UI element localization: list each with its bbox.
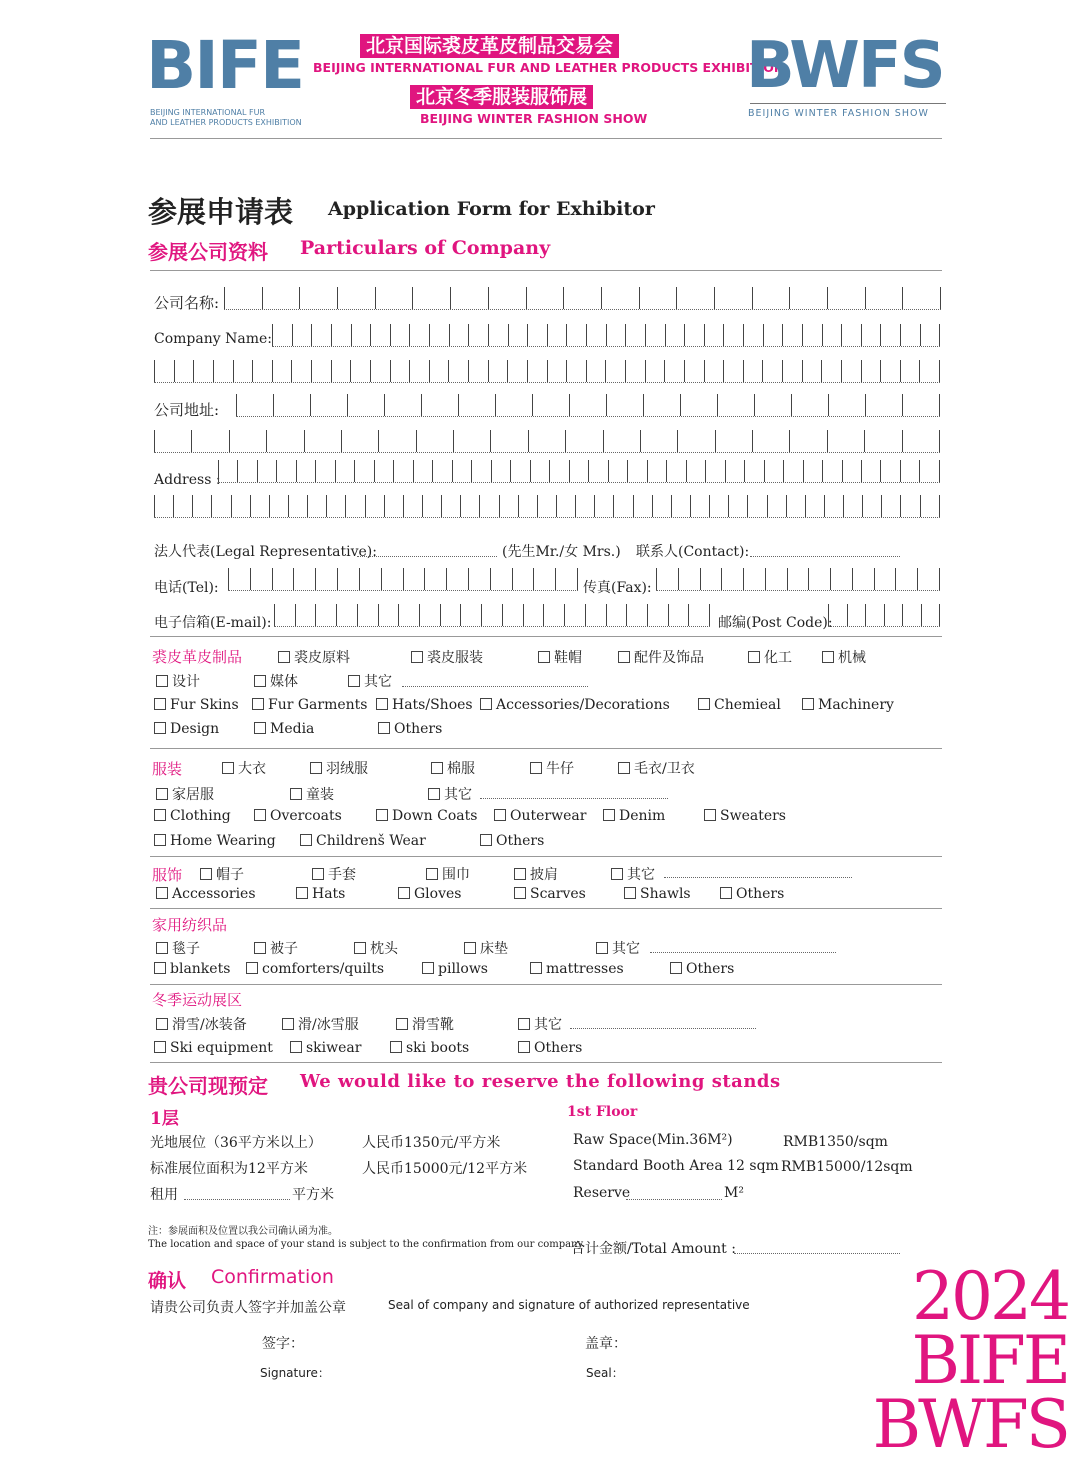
signature-cn: 签字： [262, 1336, 304, 1352]
fields-divider [150, 636, 942, 637]
ac-opt-accessories[interactable]: Accessories [156, 886, 256, 902]
bife-subtitle: BEIJING INTERNATIONAL FUR AND LEATHER PRODUCTS EXHIBITION [150, 108, 302, 127]
rent-cn-label: 租用 [150, 1187, 178, 1203]
cl-opt-overcoat-cn[interactable]: 大衣 [222, 758, 266, 778]
tx-opt-comforters[interactable]: comforters/quilts [246, 961, 384, 977]
checkbox[interactable] [530, 762, 542, 774]
clothing-category-title: 服装 [152, 760, 183, 778]
std-booth-en: Standard Booth Area 12 sqm [573, 1158, 779, 1174]
checkbox[interactable] [398, 887, 410, 899]
bwfs-logo: BWFS [746, 29, 944, 103]
cl-opt-home-cn[interactable]: 家居服 [156, 784, 214, 804]
note-cn: 注：参展面积及位置以我公司确认函为准。 [148, 1226, 338, 1237]
section-title-en: Particulars of Company [300, 237, 551, 259]
cl-opt-others[interactable]: Others [480, 833, 544, 849]
cl-opt-down-cn[interactable]: 羽绒服 [310, 758, 368, 778]
tx-opt-pillow-cn[interactable]: 枕头 [354, 938, 398, 958]
company-name-en-cells-2[interactable] [154, 360, 940, 383]
textiles-divider [150, 984, 942, 985]
sp-other-cn-field[interactable] [570, 1028, 756, 1029]
checkbox[interactable] [431, 762, 443, 774]
checkbox[interactable] [154, 962, 166, 974]
checkbox[interactable] [411, 651, 423, 663]
checkbox[interactable] [670, 962, 682, 974]
fur-opt-raw[interactable]: 裘皮原料 [278, 647, 350, 667]
tx-other-cn-field[interactable] [650, 952, 836, 953]
confirmation-desc-cn: 请贵公司负责人签字并加盖公章 [150, 1300, 346, 1316]
fur-opt-acc-cn[interactable]: 配件及饰品 [618, 647, 704, 667]
checkbox[interactable] [254, 942, 266, 954]
checkbox[interactable] [822, 651, 834, 663]
sp-opt-other-cn[interactable]: 其它 [518, 1014, 562, 1034]
std-price-cn: 人民币15000元/12平方米 [362, 1161, 528, 1177]
tx-opt-mattresses[interactable]: mattresses [530, 961, 624, 977]
company-name-en-label: Company Name: [154, 331, 272, 347]
floor-cn: 1层 [150, 1109, 179, 1129]
cl-other-cn-field[interactable] [480, 798, 668, 799]
rent-unit-cn: 平方米 [292, 1187, 334, 1203]
checkbox[interactable] [154, 1041, 166, 1053]
checkbox[interactable] [296, 887, 308, 899]
checkbox[interactable] [154, 834, 166, 846]
checkbox[interactable] [518, 1041, 530, 1053]
sports-category-title: 冬季运动展区 [152, 991, 243, 1009]
section-divider [150, 270, 942, 271]
seal-cn: 盖章： [585, 1336, 627, 1352]
bwfs-subtitle: BEIJING WINTER FASHION SHOW [748, 108, 929, 119]
sp-opt-skiboots[interactable]: ski boots [390, 1040, 469, 1056]
contact-field[interactable] [750, 556, 900, 557]
fur-opt-chemical[interactable]: Chemieal [698, 697, 781, 713]
signature-en[interactable]: Signature： [260, 1366, 330, 1380]
cl-opt-denim[interactable]: Denim [603, 808, 665, 824]
checkbox[interactable] [518, 1018, 530, 1030]
cl-opt-kids-cn[interactable]: 童装 [290, 784, 334, 804]
fur-opt-others[interactable]: Others [378, 721, 442, 737]
tel-cells[interactable] [228, 568, 578, 591]
checkbox[interactable] [802, 698, 814, 710]
textiles-category-title: 家用纺织品 [152, 916, 228, 934]
raw-price-cn: 人民币1350元/平方米 [362, 1135, 501, 1151]
note-en: The location and space of your stand is subject to the confirmation from our company. [148, 1239, 585, 1250]
ac-opt-hat-cn[interactable]: 帽子 [200, 864, 244, 884]
checkbox[interactable] [378, 722, 390, 734]
checkbox[interactable] [156, 788, 168, 800]
ac-other-cn-field[interactable] [664, 877, 852, 878]
raw-price-en: RMB1350/sqm [783, 1134, 888, 1150]
legal-rep-field[interactable] [357, 556, 497, 557]
cl-opt-outerwear[interactable]: Outerwear [494, 808, 586, 824]
reserve-unit-en: M² [724, 1185, 744, 1201]
checkbox[interactable] [464, 942, 476, 954]
checkbox[interactable] [480, 698, 492, 710]
tx-opt-blanket-cn[interactable]: 毯子 [156, 938, 200, 958]
checkbox[interactable] [282, 1018, 294, 1030]
sp-opt-skiwear[interactable]: skiwear [290, 1040, 361, 1056]
fur-opt-shoes-cn[interactable]: 鞋帽 [538, 647, 582, 667]
address-cn-cells[interactable] [236, 394, 940, 417]
cl-opt-denim-cn[interactable]: 牛仔 [530, 758, 574, 778]
fur-opt-media-cn[interactable]: 媒体 [254, 671, 298, 691]
address-en-cells[interactable] [218, 460, 940, 483]
checkbox[interactable] [514, 887, 526, 899]
fur-opt-garments[interactable]: Fur Garments [252, 697, 367, 713]
fur-opt-chem-cn[interactable]: 化工 [748, 647, 792, 667]
std-booth-cn: 标准展位面积为12平方米 [150, 1161, 308, 1177]
corner-bwfs: BWFS [872, 1386, 1068, 1463]
confirmation-title-en: Confirmation [211, 1266, 334, 1288]
floor-en: 1st Floor [567, 1104, 638, 1120]
tx-opt-others[interactable]: Others [670, 961, 734, 977]
corner-year: 2024 [912, 1258, 1068, 1335]
std-price-en: RMB15000/12sqm [781, 1159, 913, 1175]
ac-opt-scarves[interactable]: Scarves [514, 886, 586, 902]
corner-bife: BIFE [911, 1322, 1068, 1399]
tx-opt-pillows[interactable]: pillows [422, 961, 488, 977]
tx-opt-quilt-cn[interactable]: 被子 [254, 938, 298, 958]
cl-opt-downcoats[interactable]: Down Coats [376, 808, 477, 824]
raw-space-en: Raw Space(Min.36M²) [573, 1132, 733, 1148]
sp-opt-equipment[interactable]: Ski equipment [154, 1040, 273, 1056]
legal-rep-label: 法人代表(Legal Representative): [154, 544, 377, 560]
sports-divider [150, 1062, 942, 1063]
fax-label: 传真(Fax): [583, 580, 652, 596]
checkbox[interactable] [603, 809, 615, 821]
checkbox[interactable] [422, 962, 434, 974]
checkbox[interactable] [396, 1018, 408, 1030]
checkbox[interactable] [480, 834, 492, 846]
checkbox[interactable] [290, 788, 302, 800]
checkbox[interactable] [156, 1018, 168, 1030]
fur-opt-design[interactable]: Design [154, 721, 219, 737]
ac-opt-other-cn[interactable]: 其它 [611, 864, 655, 884]
email-cells[interactable] [274, 604, 710, 627]
checkbox[interactable] [156, 675, 168, 687]
checkbox[interactable] [494, 809, 506, 821]
address-cn-cells-2[interactable] [154, 430, 940, 453]
checkbox[interactable] [390, 1041, 402, 1053]
fur-opt-machinery[interactable]: Machinery [802, 697, 894, 713]
header-cn-title-2: 北京冬季服装服饰展 [410, 85, 593, 109]
fur-opt-hats-shoes[interactable]: Hats/Shoes [376, 697, 473, 713]
header-cn-title-1: 北京国际裘皮革皮制品交易会 [360, 34, 619, 58]
checkbox[interactable] [278, 651, 290, 663]
mr-mrs-label: (先生Mr./女 Mrs.) [502, 544, 621, 560]
cl-opt-childrens[interactable]: Childrenš Wear [300, 833, 426, 849]
ac-opt-glove-cn[interactable]: 手套 [312, 864, 356, 884]
total-amount-label: 合计金额/Total Amount : [571, 1241, 736, 1257]
checkbox[interactable] [300, 834, 312, 846]
reserve-en-field[interactable] [626, 1199, 722, 1200]
checkbox[interactable] [514, 868, 526, 880]
sp-opt-boots-cn[interactable]: 滑雪靴 [396, 1014, 454, 1034]
header-en-title-2: BEIJING WINTER FASHION SHOW [420, 111, 648, 126]
checkbox[interactable] [254, 809, 266, 821]
checkbox[interactable] [246, 962, 258, 974]
ac-opt-hats[interactable]: Hats [296, 886, 345, 902]
checkbox[interactable] [618, 762, 630, 774]
checkbox[interactable] [354, 942, 366, 954]
seal-en[interactable]: Seal： [586, 1366, 624, 1380]
checkbox[interactable] [611, 868, 623, 880]
checkbox[interactable] [426, 868, 438, 880]
total-amount-field[interactable] [734, 1253, 900, 1254]
bife-logo: BIFE [146, 27, 304, 104]
cl-opt-home[interactable]: Home Wearing [154, 833, 276, 849]
reserve-title-en: We would like to reserve the following stands [300, 1071, 781, 1092]
cl-opt-sweaters[interactable]: Sweaters [704, 808, 786, 824]
cl-opt-overcoats[interactable]: Overcoats [254, 808, 342, 824]
sp-opt-wear-cn[interactable]: 滑/冰雪服 [282, 1014, 359, 1034]
ac-opt-shawl-cn[interactable]: 披肩 [514, 864, 558, 884]
fur-opt-design-cn[interactable]: 设计 [156, 671, 200, 691]
fur-divider [150, 748, 942, 749]
post-cells[interactable] [828, 604, 940, 627]
accessories-category-title: 服饰 [152, 866, 183, 884]
section-title-cn: 参展公司资料 [148, 240, 268, 264]
header-divider [150, 138, 942, 139]
checkbox[interactable] [222, 762, 234, 774]
checkbox[interactable] [200, 868, 212, 880]
checkbox[interactable] [290, 1041, 302, 1053]
cl-opt-sweater-cn[interactable]: 毛衣/卫衣 [618, 758, 695, 778]
checkbox[interactable] [154, 809, 166, 821]
contact-label: 联系人(Contact): [636, 544, 750, 560]
checkbox[interactable] [698, 698, 710, 710]
cl-opt-clothing[interactable]: Clothing [154, 808, 231, 824]
address-en-label: Address : [154, 472, 221, 488]
checkbox[interactable] [704, 809, 716, 821]
tel-label: 电话(Tel): [154, 580, 219, 596]
ac-opt-scarf-cn[interactable]: 围巾 [426, 864, 470, 884]
header-en-title-1: BEIJING INTERNATIONAL FUR AND LEATHER PRODUCTS EXHIBITION [313, 60, 785, 75]
sp-opt-equip-cn[interactable]: 滑雪/冰装备 [156, 1014, 247, 1034]
checkbox[interactable] [312, 868, 324, 880]
checkbox[interactable] [720, 887, 732, 899]
checkbox[interactable] [156, 887, 168, 899]
fur-opt-media[interactable]: Media [254, 721, 314, 737]
fur-other-cn-field[interactable] [402, 686, 588, 687]
confirmation-title-cn: 确认 [148, 1270, 187, 1292]
checkbox[interactable] [618, 651, 630, 663]
rent-cn-field[interactable] [184, 1199, 290, 1200]
tx-opt-other-cn[interactable]: 其它 [596, 938, 640, 958]
fax-cells[interactable] [656, 568, 940, 591]
checkbox[interactable] [254, 722, 266, 734]
sp-opt-others[interactable]: Others [518, 1040, 582, 1056]
checkbox[interactable] [596, 942, 608, 954]
reserve-title-cn: 贵公司现预定 [148, 1074, 268, 1098]
fur-category-title: 裘皮革皮制品 [152, 648, 243, 666]
email-label: 电子信箱(E-mail): [154, 615, 272, 631]
fur-opt-mach-cn[interactable]: 机械 [822, 647, 866, 667]
address-cn-label: 公司地址: [154, 401, 220, 419]
address-en-cells-2[interactable] [154, 495, 940, 518]
checkbox[interactable] [252, 698, 264, 710]
checkbox[interactable] [156, 942, 168, 954]
checkbox[interactable] [376, 698, 388, 710]
checkbox[interactable] [154, 722, 166, 734]
company-name-en-cells[interactable] [272, 324, 940, 347]
checkbox[interactable] [154, 698, 166, 710]
tx-opt-blankets[interactable]: blankets [154, 961, 230, 977]
checkbox[interactable] [624, 887, 636, 899]
reserve-en-label: Reserve [573, 1185, 631, 1201]
company-name-cn-cells[interactable] [224, 287, 941, 310]
checkbox[interactable] [748, 651, 760, 663]
fur-opt-garments-cn[interactable]: 裘皮服装 [411, 647, 483, 667]
fur-opt-accessories[interactable]: Accessories/Decorations [480, 697, 670, 713]
checkbox[interactable] [254, 675, 266, 687]
checkbox[interactable] [376, 809, 388, 821]
checkbox[interactable] [348, 675, 360, 687]
ac-opt-shawls[interactable]: Shawls [624, 886, 691, 902]
accessories-divider [150, 908, 942, 909]
raw-space-cn: 光地展位（36平方米以上） [150, 1135, 322, 1151]
ac-opt-others[interactable]: Others [720, 886, 784, 902]
bwfs-divider [750, 103, 946, 104]
checkbox[interactable] [530, 962, 542, 974]
checkbox[interactable] [428, 788, 440, 800]
fur-opt-other-cn[interactable]: 其它 [348, 671, 392, 691]
ac-opt-gloves[interactable]: Gloves [398, 886, 461, 902]
tx-opt-mattress-cn[interactable]: 床垫 [464, 938, 508, 958]
post-label: 邮编(Post Code): [718, 615, 833, 631]
form-title-en: Application Form for Exhibitor [328, 198, 655, 220]
fur-opt-skins[interactable]: Fur Skins [154, 697, 239, 713]
form-title-cn: 参展申请表 [148, 195, 294, 229]
checkbox[interactable] [310, 762, 322, 774]
confirmation-desc-en: Seal of company and signature of authorized representative [388, 1298, 750, 1312]
company-name-cn-label: 公司名称: [154, 294, 220, 312]
cl-opt-cotton-cn[interactable]: 棉服 [431, 758, 475, 778]
cl-opt-other-cn[interactable]: 其它 [428, 784, 472, 804]
checkbox[interactable] [538, 651, 550, 663]
clothing-divider [150, 856, 942, 857]
